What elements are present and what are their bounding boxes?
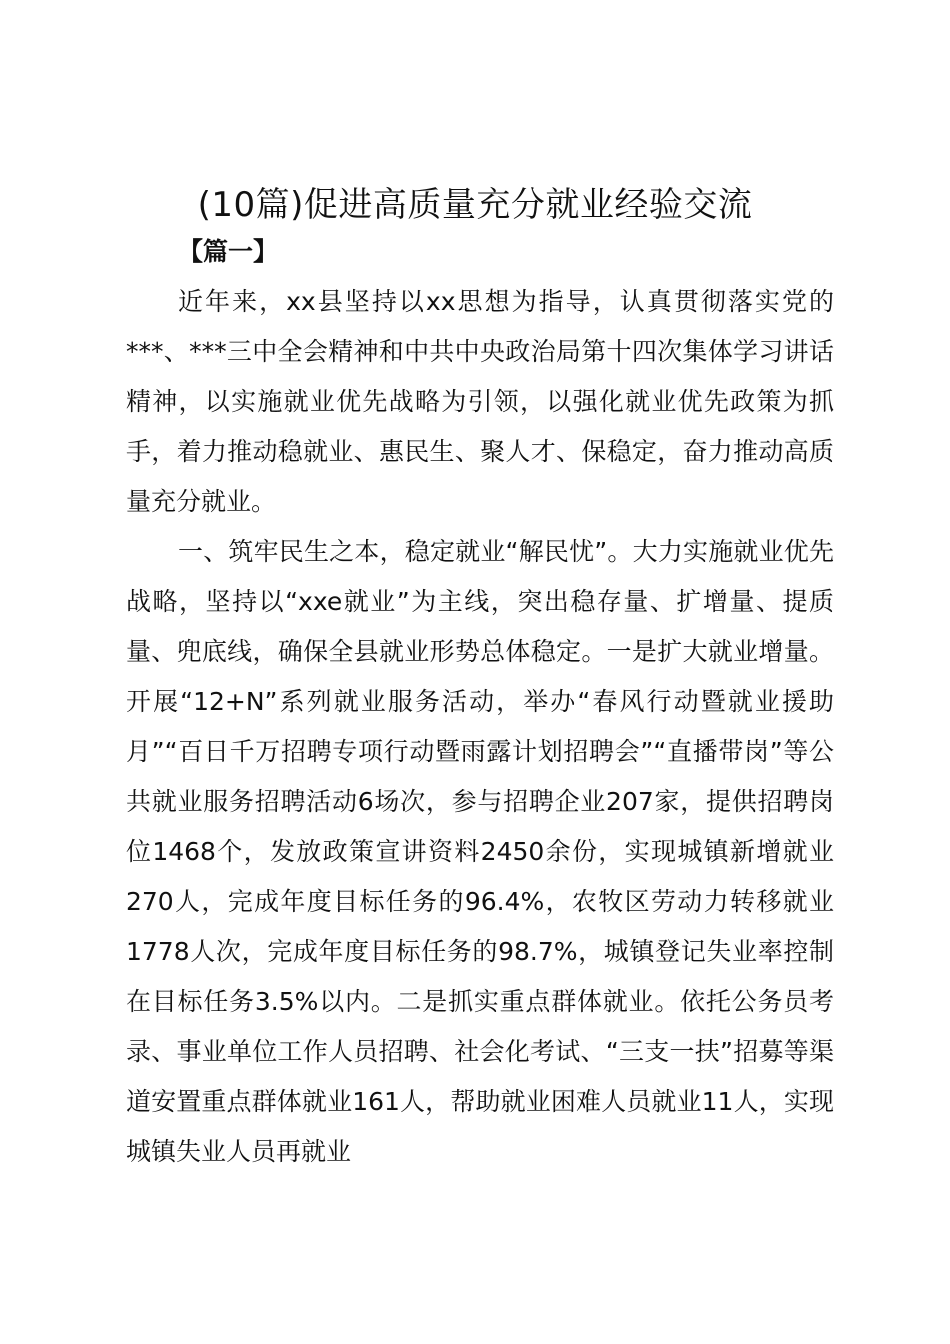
paragraph-intro: 近年来，xx县坚持以xx思想为指导，认真贯彻落实党的***、***三中全会精神和中共中央政治局第十四次集体学习讲话精神，以实施就业优先战略为引领，以强化就业优先政策为抓手，着力推动稳就业、惠民生、聚人才、保稳定，奋力推动高质量充分就业。: [126, 287, 834, 516]
section-label: 【篇一】: [178, 237, 279, 266]
document-title: (10篇)促进高质量充分就业经验交流: [197, 185, 753, 225]
paragraph-section-one: 一、筑牢民生之本，稳定就业“解民忧”。大力实施就业优先战略，坚持以“xxe就业”为主线，突出稳存量、扩增量、提质量、兜底线，确保全县就业形势总体稳定。一是扩大就业增量。开展“12+N”系列就业服务活动，举办“春风行动暨就业援助月”“百日千万招聘专项行动暨雨露计划招聘会”“直播带岗”等公共就业服务招聘活动6场次，参与招聘企业207家，提供招聘岗位1468个，发放政策宣讲资料2450余份，实现城镇新增就业270人，完成年度目标任务的96.4%，农牧区劳动力转移就业1778人次，完成年度目标任务的98.7%，城镇登记失业率控制在目标任务3.5%以内。二是抓实重点群体就业。依托公务员考录、事业单位工作人员招聘、社会化考试、“三支一扶”招募等渠道安置重点群体就业161人，帮助就业困难人员就业11人，实现城镇失业人员再就业: [126, 537, 834, 1166]
document-body: [126, 277, 834, 1177]
